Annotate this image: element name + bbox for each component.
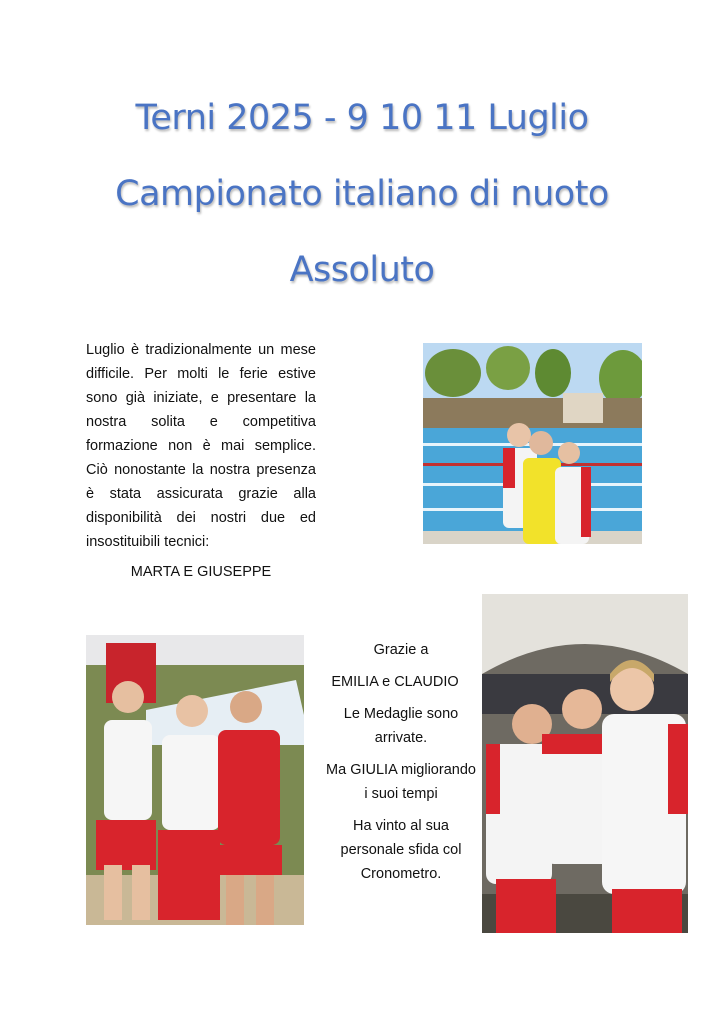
thanks-text-block <box>326 638 476 894</box>
page-title-line-1: Terni 2025 - 9 10 11 Luglio <box>135 98 589 138</box>
thanks-line-5: Ha vinto al sua personale sfida col Cronometro. <box>340 818 462 882</box>
thanks-line-4: Ma GIULIA migliorando i suoi tempi <box>326 762 476 802</box>
page-title-line-3: Assoluto <box>289 250 435 290</box>
page-title-line-2: Campionato italiano di nuoto <box>115 174 609 214</box>
intro-paragraph: Luglio è tradizionalmente un mese difficile. Per molti le ferie estive sono già iniziate, e presentare la nostra solita e competitiva formazione non è mai semplice. Ciò nonostante la nostra presenza è stata assicurata grazie alla disponibilità dei nostri due ed insostituibili tecnici: <box>86 342 316 550</box>
photo-poolside-group <box>423 343 642 544</box>
photo-coaches-under-tent <box>86 635 304 925</box>
thanks-line-3: Le Medaglie sono arrivate. <box>343 706 459 746</box>
thanks-line-2: EMILIA e CLAUDIO <box>331 674 459 690</box>
photo-athletes-group <box>482 594 688 933</box>
thanks-line-1: Grazie a <box>373 642 429 658</box>
technicians-names: MARTA E GIUSEPPE <box>130 564 272 580</box>
